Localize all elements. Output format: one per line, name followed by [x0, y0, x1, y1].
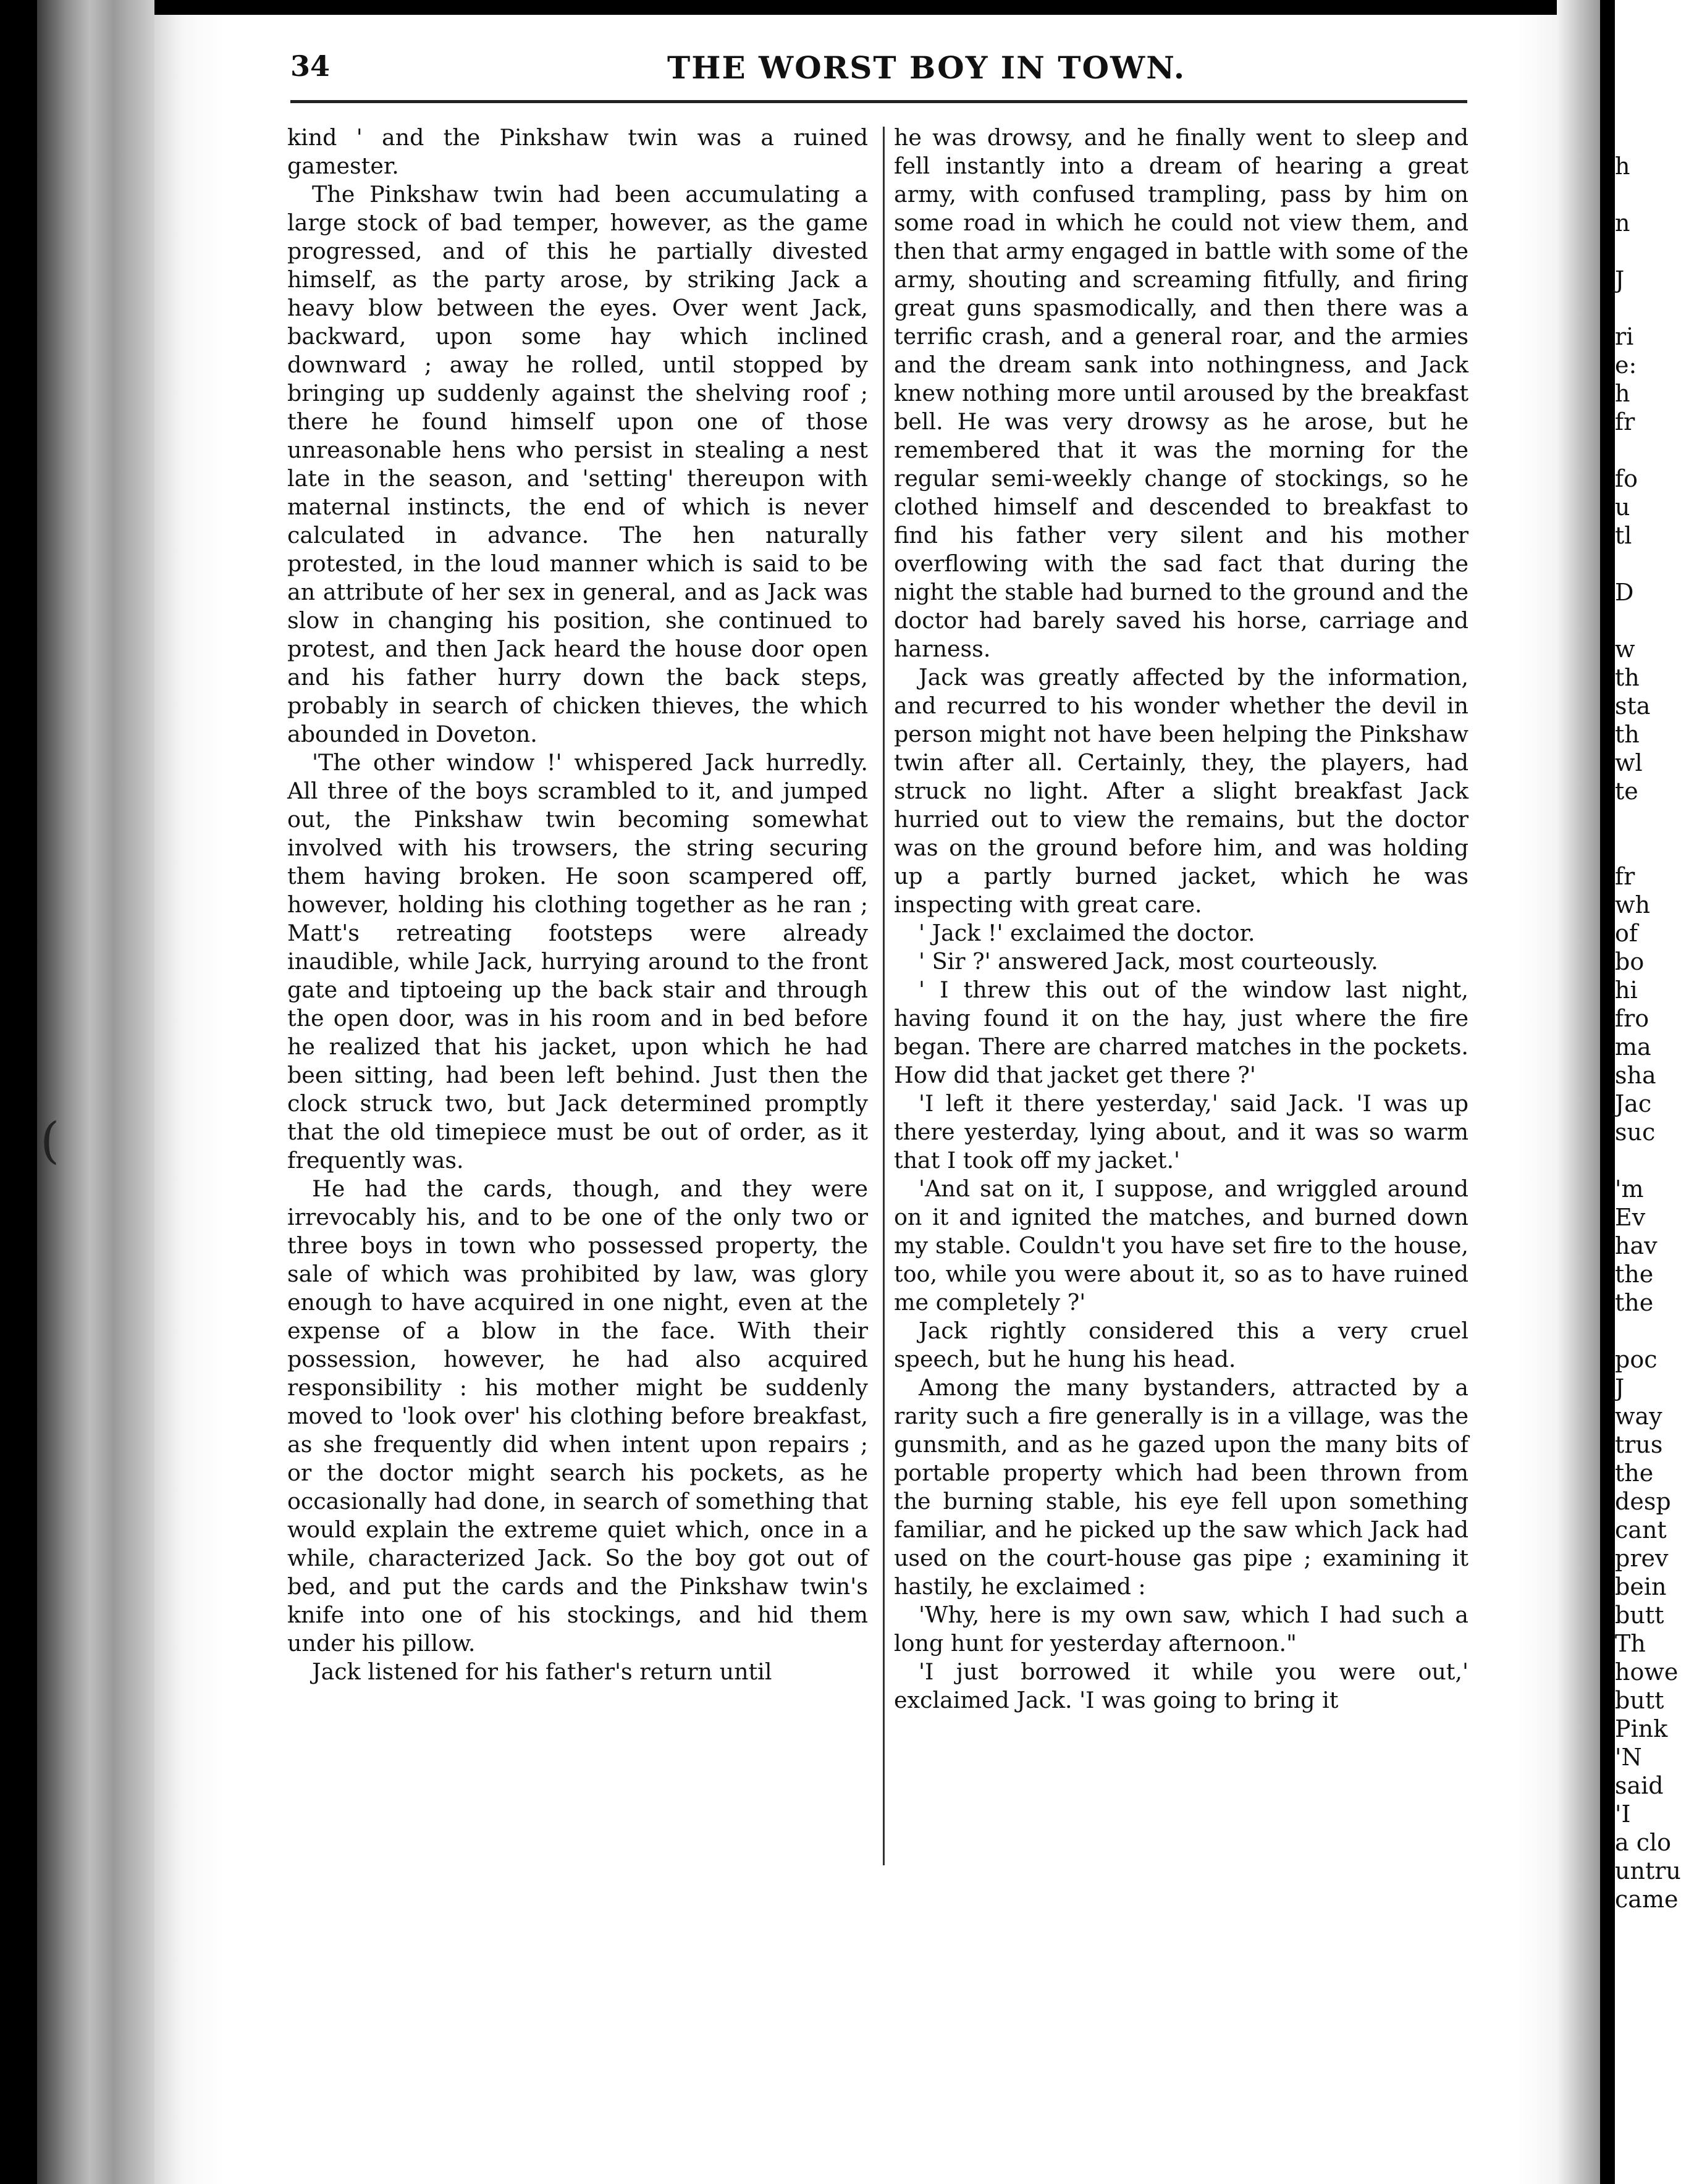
facing-page-fragment: J	[1615, 266, 1625, 293]
facing-page-fragment: w	[1615, 636, 1635, 663]
facing-page-fragment: a clo	[1615, 1829, 1672, 1856]
facing-page-fragment: howe	[1615, 1658, 1679, 1686]
paragraph: 'I just borrowed it while you were out,' exclaimed Jack. 'I was going to bring it	[894, 1658, 1468, 1713]
paragraph: he was drowsy, and he finally went to sleep and fell instantly into a dream of hearing a great army, with confused trampling, pass by him on some road in which he could not view them, and then that army engaged in battle with some of the army, shouting and screaming fitfully, and firing great guns spasmodically, and then there was a terrific crash, and a general roar, and the armies and the dream sank into nothingness, and Jack knew nothing more until aroused by the breakfast bell. He was very drowsy as he arose, but he remembered that it was the morning for the regular semi-weekly change of stockings, so he clothed himself and descended to breakfast to find his father very silent and his mother overflowing with the sad fact that during the night the stable had burned to the ground and the doctor had barely saved his horse, carriage and harness.	[894, 124, 1468, 662]
facing-page-text-fragments	[1615, 124, 1681, 1913]
scan-border-left	[0, 0, 37, 2184]
page-gutter-shadow	[1557, 0, 1600, 2184]
facing-page-fragment: way	[1615, 1403, 1662, 1430]
facing-page-fragment	[1615, 607, 1670, 635]
facing-page-fragment: sha	[1615, 1062, 1656, 1089]
scan-border-top	[154, 0, 1600, 15]
paragraph: ' Sir ?' answered Jack, most courteously.	[919, 948, 1378, 975]
page-number: 34	[290, 49, 331, 83]
facing-page-fragment: the	[1615, 1289, 1654, 1316]
facing-page-fragment: wh	[1615, 891, 1650, 918]
facing-page-fragment: fr	[1615, 863, 1635, 890]
facing-page-fragment: Pink	[1615, 1715, 1668, 1742]
facing-page-fragment: fo	[1615, 465, 1638, 492]
facing-page-fragment: fr	[1615, 408, 1635, 435]
facing-page-fragment: untru	[1615, 1857, 1681, 1884]
facing-page-fragment	[1615, 294, 1670, 322]
facing-page-fragment: Jac	[1615, 1090, 1652, 1117]
facing-page-fragment: the	[1615, 1261, 1654, 1288]
paragraph: Among the many bystanders, attracted by a rarity such a fire generally is in a village, was the gunsmith, and as he gazed upon the many bits of portable property which had been thrown from the burning stable, his eye fell upon something familiar, and he picked up the saw which Jack had used on the court-house gas pipe ; examining it hastily, he exclaimed :	[894, 1374, 1468, 1600]
facing-page-fragment	[1615, 124, 1670, 152]
facing-page-fragment: butt	[1615, 1687, 1664, 1714]
paragraph: ' I threw this out of the window last night, having found it on the hay, just where the fire began. There are charred matches in the pockets. How did that jacket get there ?'	[894, 976, 1468, 1088]
column-divider	[883, 127, 885, 1865]
paragraph: Jack rightly considered this a very cruel speech, but he hung his head.	[894, 1317, 1468, 1372]
facing-page-fragment: h	[1615, 380, 1630, 407]
facing-page-fragment: of	[1615, 920, 1638, 947]
facing-page-fragment: h	[1615, 153, 1630, 180]
paragraph: The Pinkshaw twin had been accumulating a large stock of bad temper, however, as the game progressed, and of this he partially divested himself, as the party arose, by striking Jack a heavy blow between the eyes. Over went Jack, backward, upon some hay which inclined downward ; away he rolled, until stopped by bringing up suddenly against the shelving roof ; there he found himself upon one of those unreasonable hens who persist in stealing a nest late in the season, and 'setting' thereupon with maternal instincts, the end of which is never calculated in advance. The hen naturally protested, in the loud manner which is said to be an attribute of her sex in general, and as Jack was slow in changing his position, she continued to protest, and then Jack heard the house door open and his father hurry down the back steps, probably in search of chicken thieves, the which abounded in Doveton.	[287, 181, 868, 747]
left-text-column	[287, 124, 868, 1686]
facing-page-fragment: tl	[1615, 522, 1632, 549]
facing-page-fragment: the	[1615, 1460, 1654, 1487]
facing-page-fragment: came	[1615, 1886, 1679, 1913]
paragraph: He had the cards, though, and they were irrevocably his, and to be one of the only two or three boys in town who possessed property, the sale of which was prohibited by law, was glory enough to have acquired in one night, even at the expense of a blow in the face. With their possession, however, he had also acquired responsibility : his mother might be suddenly moved to 'look over' his clothing before breakfast, as she frequently did when intent upon repairs ; or the doctor might search his pockets, as he occasionally had done, in search of something that would explain the extreme quiet which, once in a while, characterized Jack. So the boy got out of bed, and put the cards and the Pinkshaw twin's knife into one of his stockings, and hid them under his pillow.	[287, 1175, 868, 1657]
facing-page-fragment: said	[1615, 1772, 1664, 1799]
facing-page-fragment: ri	[1615, 323, 1634, 350]
facing-page-fragment: prev	[1615, 1545, 1669, 1572]
facing-page-fragment: 'N	[1615, 1744, 1642, 1771]
facing-page-fragment	[1615, 834, 1670, 862]
paragraph: Jack was greatly affected by the information, and recurred to his wonder whether the devil in person might not have been helping the Pinkshaw twin after all. Certainly, they, the players, had struck no light. After a slight breakfast Jack hurried out to view the remains, but the doctor was on the ground before him, and was holding up a partly burned jacket, which he was inspecting with great care.	[894, 664, 1468, 918]
facing-page-fragment	[1615, 180, 1670, 209]
right-text-column	[894, 124, 1468, 1715]
facing-page-fragment: D	[1615, 579, 1634, 606]
margin-pencil-mark: (	[40, 1112, 60, 1169]
facing-page-fragment: wl	[1615, 749, 1643, 776]
facing-page-fragment: sta	[1615, 692, 1651, 720]
facing-page-fragment: th	[1615, 664, 1640, 691]
facing-page-fragment: fro	[1615, 1005, 1649, 1032]
facing-page-fragment: desp	[1615, 1488, 1671, 1515]
facing-page-fragment: trus	[1615, 1431, 1663, 1458]
facing-page-fragment: cant	[1615, 1516, 1667, 1544]
book-binding-edge	[37, 0, 154, 2184]
paragraph: 'And sat on it, I suppose, and wriggled around on it and ignited the matches, and burned down my stable. Couldn't you have set fire to the house, too, while you were about it, so as to have ruined me completely ?'	[894, 1175, 1468, 1316]
facing-page-fragment: te	[1615, 778, 1638, 805]
facing-page-fragment	[1615, 436, 1670, 464]
facing-page-fragment: 'm	[1615, 1175, 1644, 1203]
facing-page-fragment	[1615, 805, 1670, 834]
paragraph: ' Jack !' exclaimed the doctor.	[919, 920, 1255, 946]
facing-page-fragment: Ev	[1615, 1204, 1646, 1231]
scan-gutter-gap	[1600, 0, 1615, 2184]
facing-page-fragment: Th	[1615, 1630, 1646, 1657]
facing-page-fragment: e:	[1615, 351, 1637, 379]
paragraph: 'Why, here is my own saw, which I had such a long hunt for yesterday afternoon."	[894, 1602, 1468, 1657]
facing-page-fragment: bo	[1615, 948, 1645, 975]
paragraph: 'I left it there yesterday,' said Jack. 'I was up there yesterday, lying about, and it was so warm that I took off my jacket.'	[894, 1090, 1468, 1174]
facing-page-fragment	[1615, 237, 1670, 266]
header-rule	[290, 100, 1467, 103]
facing-page-fragment: n	[1615, 209, 1630, 237]
facing-page-fragment: hav	[1615, 1232, 1658, 1259]
facing-page-fragment: butt	[1615, 1602, 1664, 1629]
facing-page-fragment: suc	[1615, 1119, 1656, 1146]
facing-page-fragment: u	[1615, 494, 1630, 521]
paragraph: kind ' and the Pinkshaw twin was a ruined gamester.	[287, 124, 868, 179]
facing-page-fragment: J	[1615, 1374, 1625, 1401]
paragraph: 'The other window !' whispered Jack hurredly. All three of the boys scrambled to it, and jumped out, the Pinkshaw twin becoming somewhat involved with his trowsers, the string securing them having broken. He soon scampered off, however, holding his clothing together as he ran ; Matt's retreating footsteps were already inaudible, while Jack, hurrying around to the front gate and tiptoeing up the back stair and through the open door, was in his room and in bed before he realized that his jacket, upon which he had been sitting, had been left behind. Just then the clock struck two, but Jack determined promptly that the old timepiece must be out of order, as it frequently was.	[287, 749, 868, 1174]
running-title: THE WORST BOY IN TOWN.	[667, 49, 1186, 86]
facing-page-fragment	[1615, 550, 1670, 578]
facing-page-fragment: ma	[1615, 1033, 1651, 1060]
facing-page-fragment: 'I	[1615, 1800, 1631, 1828]
facing-page-fragment	[1615, 1146, 1670, 1175]
paragraph: Jack listened for his father's return until	[312, 1658, 772, 1685]
facing-page-fragment: poc	[1615, 1346, 1658, 1373]
facing-page-fragment: hi	[1615, 976, 1638, 1004]
facing-page-fragment: th	[1615, 721, 1640, 748]
facing-page-fragment	[1615, 1317, 1670, 1345]
facing-page-fragment: bein	[1615, 1573, 1667, 1600]
